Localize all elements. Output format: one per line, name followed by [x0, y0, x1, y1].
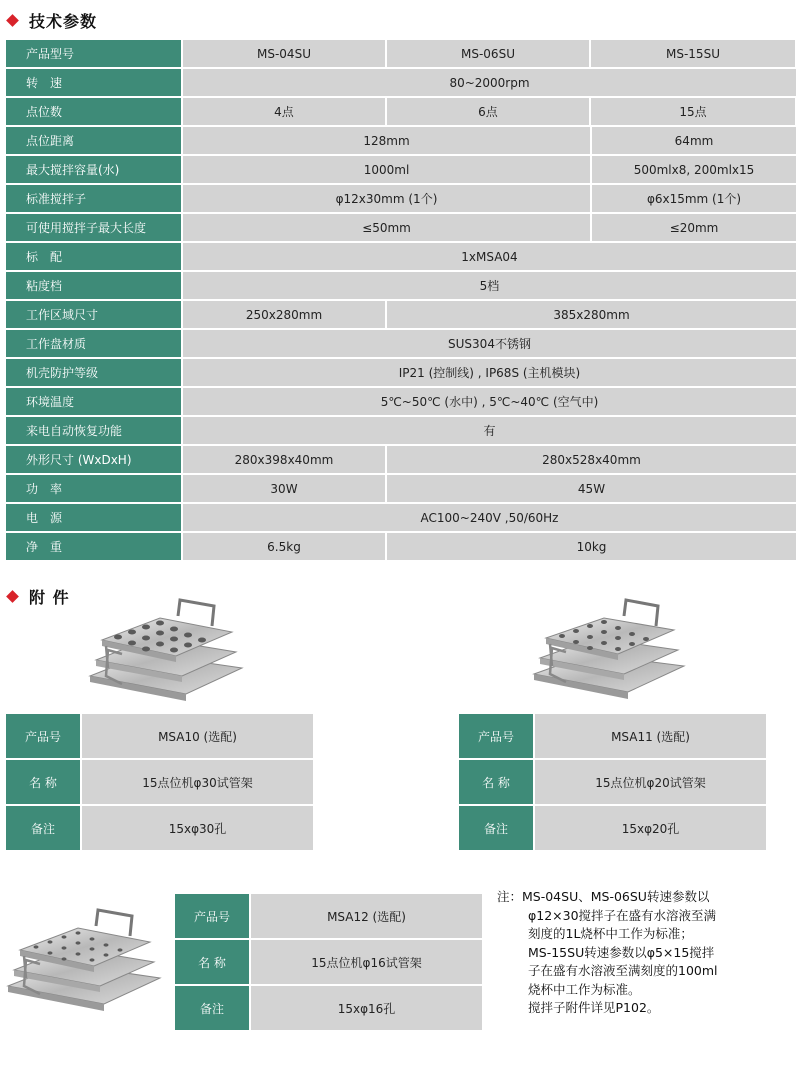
table-row: 名 称 15点位机φ30试管架 [6, 760, 313, 806]
test-tube-rack-image [86, 596, 246, 706]
table-row: 电 源 AC100~240V ,50/60Hz [6, 504, 798, 533]
table-row: 产品型号 MS-04SU MS-06SU MS-15SU [6, 40, 798, 69]
table-row: 粘度档 5档 [6, 272, 798, 301]
spec-table [6, 40, 798, 562]
accessory-table-msa10 [6, 714, 313, 852]
table-row: 外形尺寸 (WxDxH) 280x398x40mm 280x528x40mm [6, 446, 798, 475]
table-row: 产品号 MSA11 (选配) [459, 714, 766, 760]
table-row: 名 称 15点位机φ20试管架 [459, 760, 766, 806]
table-row: 产品号 MSA12 (选配) [175, 894, 482, 940]
table-row: 来电自动恢复功能 有 [6, 417, 798, 446]
table-row: 环境温度 5℃~50℃ (水中) , 5℃~40℃ (空气中) [6, 388, 798, 417]
table-row: 转 速 80~2000rpm [6, 69, 798, 98]
test-tube-rack-image [4, 906, 164, 1016]
table-row: 名 称 15点位机φ16试管架 [175, 940, 482, 986]
table-row: 标 配 1xMSA04 [6, 243, 798, 272]
table-row: 标准搅拌子 φ12x30mm (1个) φ6x15mm (1个) [6, 185, 798, 214]
accessory-table-msa12 [175, 894, 482, 1032]
table-row: 净 重 6.5kg 10kg [6, 533, 798, 562]
accessory-table-msa11 [459, 714, 766, 852]
table-row: 可使用搅拌子最大长度 ≤50mm ≤20mm [6, 214, 798, 243]
spec-section-title: 技术参数 [6, 8, 97, 32]
red-diamond-icon [6, 590, 19, 603]
accessory-section-title: 附 件 [6, 584, 70, 608]
table-row: 工作盘材质 SUS304不锈钢 [6, 330, 798, 359]
table-row: 工作区域尺寸 250x280mm 385x280mm [6, 301, 798, 330]
table-row: 产品号 MSA10 (选配) [6, 714, 313, 760]
table-row: 机壳防护等级 IP21 (控制线) , IP68S (主机模块) [6, 359, 798, 388]
table-row: 最大搅拌容量(水) 1000ml 500mlx8, 200mlx15 [6, 156, 798, 185]
table-row: 备注 15xφ20孔 [459, 806, 766, 852]
red-diamond-icon [6, 14, 19, 27]
table-row: 点位数 4点 6点 15点 [6, 98, 798, 127]
footnote: 注：MS-04SU、MS-06SU转速参数以 φ12×30搅拌子在盛有水溶液至满 刻度的1L烧杯中工作为标准； MS-15SU转速参数以φ5×15搅拌 子在盛有水溶液至满刻度的100ml 烧杯中工作为标准。 搅拌子附件详见P102。 [497, 889, 718, 1015]
table-row: 备注 15xφ30孔 [6, 806, 313, 852]
test-tube-rack-image [530, 596, 690, 706]
table-row: 点位距离 128mm 64mm [6, 127, 798, 156]
table-row: 备注 15xφ16孔 [175, 986, 482, 1032]
table-row: 功 率 30W 45W [6, 475, 798, 504]
